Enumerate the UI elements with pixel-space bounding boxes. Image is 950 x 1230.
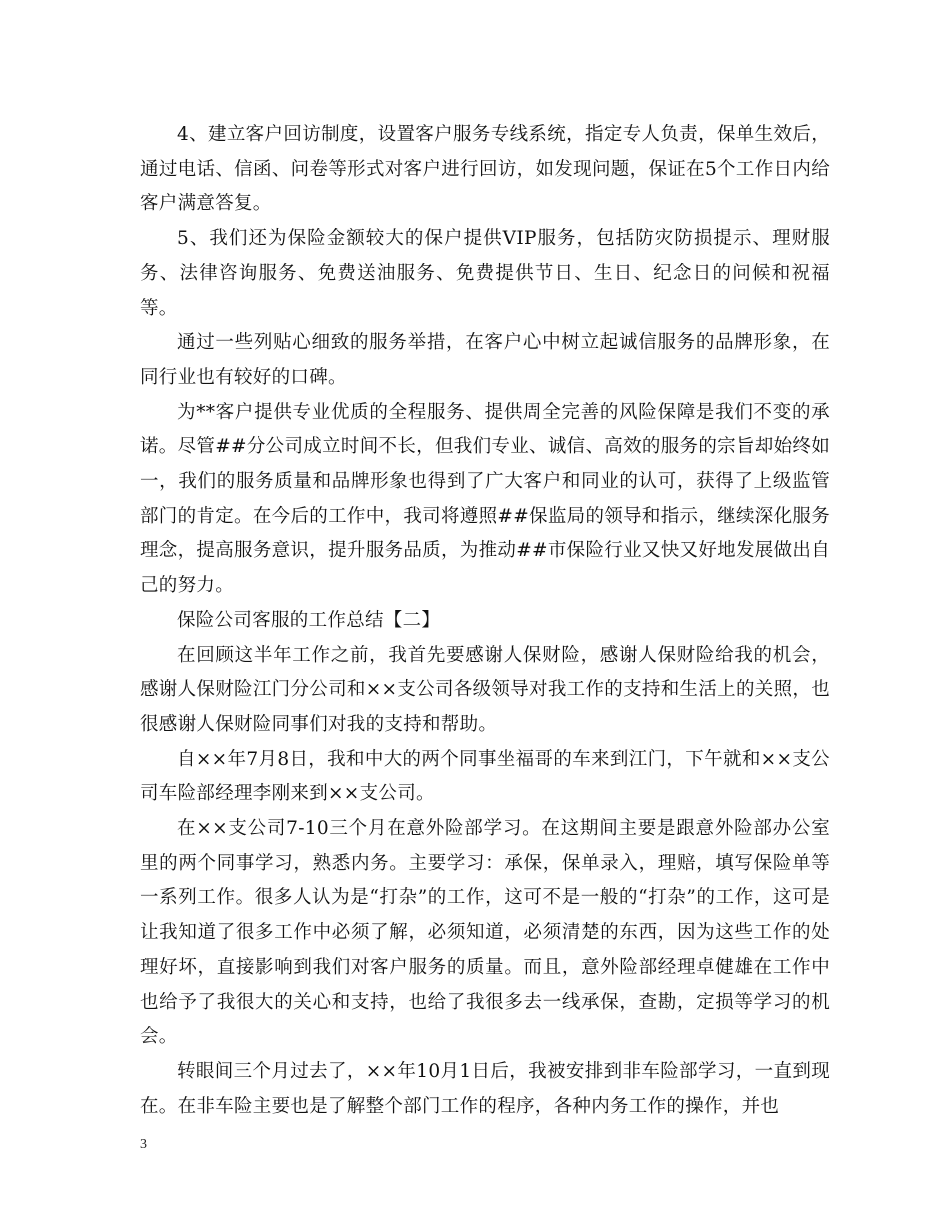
paragraph-customer-callback: 4、建立客户回访制度，设置客户服务专线系统，指定专人负责，保单生效后，通过电话、信函、问卷等形式对客户进行回访，如发现问题，保证在5个工作日内给客户满意答复。 [140, 124, 830, 215]
paragraph-brand-image: 通过一些列贴心细致的服务举措，在客户心中树立起诚信服务的品牌形象，在同行业也有较好的口碑。 [140, 332, 830, 388]
paragraph-arrival: 自××年7月8日，我和中大的两个同事坐福哥的车来到江门，下午就和××支公司车险部经理李刚来到××支公司。 [140, 748, 830, 805]
paragraph-commitment: 为**客户提供专业优质的全程服务、提供周全完善的风险保障是我们不变的承诺。尽管##分公司成立时间不长，但我们专业、诚信、高效的服务的宗旨却始终如一，我们的服务质量和品牌形象也得到了广大客户和同业的认可，获得了上级监管部门的肯定。在今后的工作中，我司将遵照##保监局的领导和指示，继续深化服务理念，提高服务意识，提升服务品质，为推动##市保险行业又快又好地发展做出自己的努力。 [140, 401, 830, 597]
page-number: 3 [140, 1137, 147, 1152]
section-heading: 保险公司客服的工作总结【二】 [177, 609, 441, 631]
paragraph-gratitude: 在回顾这半年工作之前，我首先要感谢人保财险，感谢人保财险给我的机会，感谢人保财险江门分公司和××支公司各级领导对我工作的支持和生活上的关照，也很感谢人保财险同事们对我的支持和帮助。 [140, 644, 830, 735]
paragraph-vip-service: 5、我们还为保险金额较大的保户提供VIP服务，包括防灾防损提示、理财服务、法律咨询服务、免费送油服务、免费提供节日、生日、纪念日的问候和祝福等。 [140, 228, 830, 319]
paragraph-non-auto-dept: 转眼间三个月过去了，××年10月1日后，我被安排到非车险部学习，一直到现在。在非车险主要也是了解整个部门工作的程序，各种内务工作的操作，并也 [140, 1060, 830, 1117]
paragraph-accident-dept: 在××支公司7-10三个月在意外险部学习。在这期间主要是跟意外险部办公室里的两个同事学习，熟悉内务。主要学习：承保，保单录入，理赔，填写保险单等一系列工作。很多人认为是“打杂”的工作，这可不是一般的“打杂”的工作，这可是让我知道了很多工作中必须了解，必须知道，必须清楚的东西，因为这些工作的处理好坏，直接影响到我们对客户服务的质量。而且，意外险部经理卓健雄在工作中也给予了我很大的关心和支持，也给了我很多去一线承保，查勘，定损等学习的机会。 [140, 818, 830, 1048]
document-body [140, 118, 830, 1124]
